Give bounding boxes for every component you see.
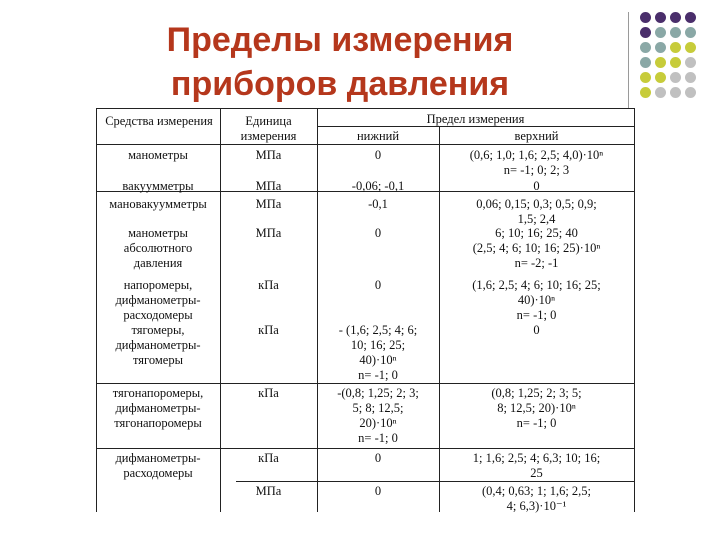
header-lower-text: нижний [356, 129, 400, 143]
decor-dot [640, 12, 651, 23]
table-cell-unit: кПа [258, 451, 279, 465]
decor-dot [670, 42, 681, 53]
table-border-top [96, 108, 635, 109]
table-cell-unit: МПа [255, 226, 282, 240]
header-limit-text: Предел измерения [426, 112, 525, 126]
header-limit [317, 112, 634, 127]
decor-dot-grid [640, 12, 712, 102]
table-border-right [634, 108, 635, 512]
decor-dot [655, 12, 666, 23]
table-cell-instrument: тягонапоромеры, дифманометры- тягонапоромеры [112, 386, 204, 430]
decor-dot [670, 27, 681, 38]
table-cell-lower: -(0,8; 1,25; 2; 3; 5; 8; 12,5; 20)·10ⁿ n= -1; 0 [337, 386, 419, 445]
table-row-line-5 [236, 481, 635, 482]
table-cell-lower: -0,06; -0,1 [351, 179, 405, 193]
table-cell-lower: 0 [374, 226, 382, 240]
table-cell-instrument: дифманометры- расходомеры [115, 451, 201, 480]
table-row-line-1 [96, 144, 635, 145]
table-cell-upper: 6; 10; 16; 25; 40 (2,5; 4; 6; 10; 16; 25)·10ⁿ n= -2; -1 [472, 226, 601, 270]
decor-dot [640, 72, 651, 83]
slide-title-line-2: приборов давления [170, 65, 510, 103]
table-cell-instrument: мановакуумметры [109, 197, 207, 211]
table-cell-unit: кПа [258, 386, 279, 400]
table-cell-instrument: напоромеры, дифманометры- расходомеры [115, 278, 201, 322]
table-cell-lower: - (1,6; 2,5; 4; 6; 10; 16; 25; 40)·10ⁿ n= -1; 0 [338, 323, 418, 382]
table-cell-lower: 0 [374, 278, 382, 292]
decor-dot [640, 27, 651, 38]
table-cell-lower: -0,1 [368, 197, 388, 211]
decor-dot [685, 72, 696, 83]
decor-dot [640, 42, 651, 53]
table-cell-upper: (0,6; 1,0; 1,6; 2,5; 4,0)·10ⁿ n= -1; 0; 2; 3 [469, 148, 604, 177]
header-unit-text: Единица измерения [240, 114, 297, 143]
decor-dot [670, 87, 681, 98]
table-cell-unit: МПа [255, 197, 282, 211]
table-cell-unit: кПа [258, 323, 279, 337]
table-cell-unit: кПа [258, 278, 279, 292]
decor-dot [640, 87, 651, 98]
table-cell-upper: 0,06; 0,15; 0,3; 0,5; 0,9; 1,5; 2,4 [476, 197, 597, 226]
decor-dot [655, 87, 666, 98]
table-cell-lower: 0 [374, 484, 382, 498]
table-cell-upper: 0 [533, 179, 540, 193]
decor-dot [685, 57, 696, 68]
table-border-left [96, 108, 97, 512]
header-unit [220, 114, 317, 144]
decor-dot [685, 42, 696, 53]
decor-dot [655, 42, 666, 53]
table-cell-instrument: тягомеры, дифманометры- тягомеры [115, 323, 201, 367]
decor-dot [670, 12, 681, 23]
decor-dot [685, 12, 696, 23]
table-cell-instrument: манометры абсолютного давления [123, 226, 193, 270]
header-instrument-text: Средства измерения [105, 114, 213, 128]
decor-dot [670, 72, 681, 83]
table-cell-instrument: вакуумметры [122, 179, 194, 193]
table-cell-unit: МПа [255, 484, 282, 498]
decor-dot [655, 27, 666, 38]
table-cell-upper: (1,6; 2,5; 4; 6; 10; 16; 25; 40)·10ⁿ n= -1; 0 [472, 278, 601, 322]
header-upper-text: верхний [514, 129, 559, 143]
table-cell-upper: (0,8; 1,25; 2; 3; 5; 8; 12,5; 20)·10ⁿ n= -1; 0 [491, 386, 582, 430]
table-cell-instrument: манометры [128, 148, 188, 162]
decor-dot [670, 57, 681, 68]
table-cell-lower: 0 [374, 148, 382, 162]
decor-dot [685, 27, 696, 38]
decor-dot [640, 57, 651, 68]
table-cell-unit: МПа [255, 148, 282, 162]
table-row-line-3 [96, 383, 635, 384]
slide-title [90, 18, 590, 106]
header-lower [317, 129, 439, 144]
decor-dot [655, 57, 666, 68]
header-upper [439, 129, 634, 144]
table-cell-unit: МПа [255, 179, 282, 193]
pressure-limits-table [96, 108, 635, 512]
table-row-line-4 [96, 448, 635, 449]
slide-title-line-1: Пределы измерения [166, 21, 514, 59]
decor-dot [685, 87, 696, 98]
table-cell-upper: 0 [533, 323, 540, 337]
decor-divider-line [628, 12, 629, 108]
decor-dot [655, 72, 666, 83]
table-cell-upper: 1; 1,6; 2,5; 4; 6,3; 10; 16; 25 [472, 451, 601, 480]
header-instrument [100, 114, 218, 129]
table-cell-lower: 0 [374, 451, 382, 465]
table-cell-upper: (0,4; 0,63; 1; 1,6; 2,5; 4; 6,3)·10⁻¹ [481, 484, 592, 513]
